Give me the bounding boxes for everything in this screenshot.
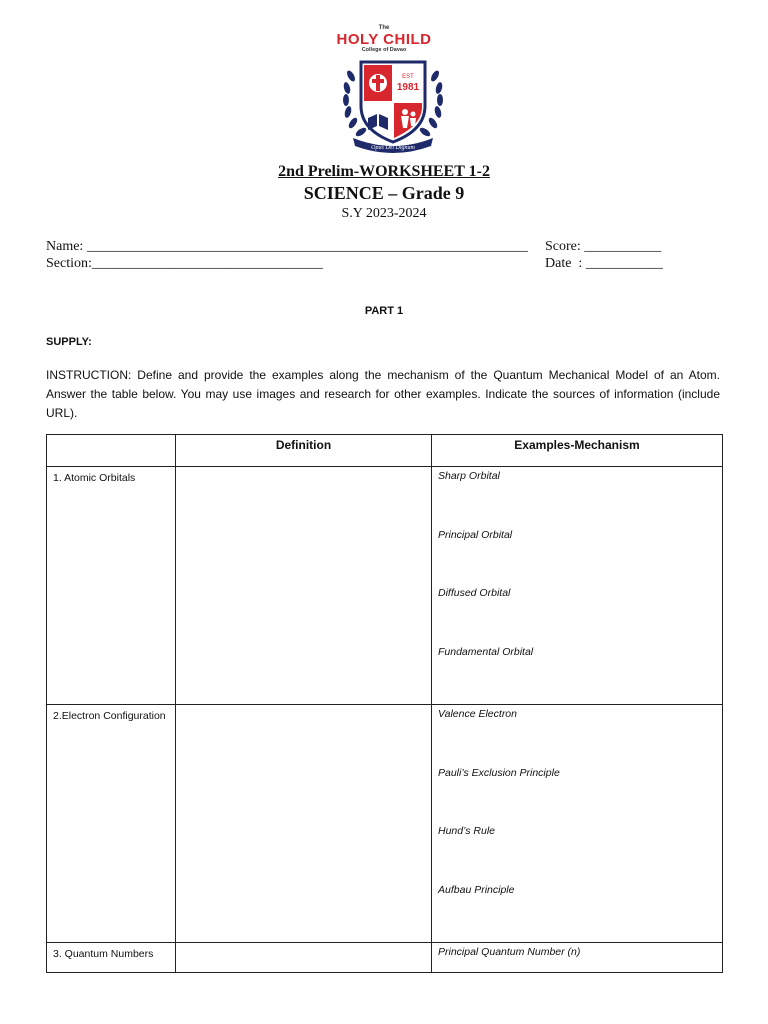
- example-item: Fundamental Orbital: [438, 645, 534, 658]
- definition-cell[interactable]: [176, 467, 432, 705]
- example-item: Aufbau Principle: [438, 883, 515, 896]
- name-field[interactable]: Name: _______________________________________________________________: [46, 239, 528, 254]
- supply-heading: SUPPLY:: [46, 336, 92, 348]
- school-prefix: The: [378, 25, 390, 31]
- svg-text:EST: EST: [402, 74, 414, 80]
- definition-cell[interactable]: [176, 943, 432, 973]
- row-label-quantum-numbers: 3. Quantum Numbers: [47, 943, 176, 973]
- header-blank: [47, 435, 176, 467]
- school-subtitle: College of Davao: [361, 47, 407, 53]
- score-field[interactable]: Score: ___________: [545, 239, 662, 254]
- row-label-electron-configuration: 2.Electron Configuration: [47, 705, 176, 943]
- example-item: Diffused Orbital: [438, 587, 511, 599]
- date-field[interactable]: Date : ___________: [545, 256, 663, 271]
- school-name: HOLY CHILD: [336, 31, 432, 48]
- subject-title: SCIENCE – Grade 9: [303, 183, 465, 203]
- example-item: Pauli’s Exclusion Principle: [438, 766, 560, 779]
- examples-cell[interactable]: [432, 467, 723, 705]
- table-row: [47, 943, 723, 973]
- header-definition: Definition: [176, 435, 432, 467]
- row-label-atomic-orbitals: 1. Atomic Orbitals: [47, 467, 176, 705]
- example-item: Principal Orbital: [438, 528, 513, 541]
- school-crest-logo: [337, 54, 449, 154]
- svg-text:Opus Dei Dignum: Opus Dei Dignum: [371, 145, 415, 151]
- example-item: Hund’s Rule: [438, 825, 496, 837]
- example-item: Sharp Orbital: [438, 470, 500, 482]
- table-row: [47, 705, 723, 943]
- examples-cell[interactable]: [432, 943, 723, 973]
- example-item: Principal Quantum Number (n): [438, 946, 581, 958]
- school-year: S.Y 2023-2024: [341, 206, 427, 221]
- header-examples: Examples-Mechanism: [432, 435, 723, 467]
- example-item: Valence Electron: [438, 708, 517, 720]
- examples-cell[interactable]: [432, 705, 723, 943]
- section-field[interactable]: Section:_________________________________: [46, 256, 323, 271]
- table-header-row: [47, 435, 723, 467]
- svg-text:1981: 1981: [396, 82, 420, 93]
- table-row: [47, 467, 723, 705]
- worksheet-title: 2nd Prelim-WORKSHEET 1-2: [278, 163, 490, 180]
- worksheet-table: [46, 434, 723, 973]
- part-heading: PART 1: [364, 305, 404, 317]
- instruction-text: INSTRUCTION: Define and provide the examples along the mechanism of the Quantum Mechanical Model of an Atom. Answer the table below. You may use images and research for other examples. Indicate the sources of information (include URL).: [46, 368, 720, 420]
- definition-cell[interactable]: [176, 705, 432, 943]
